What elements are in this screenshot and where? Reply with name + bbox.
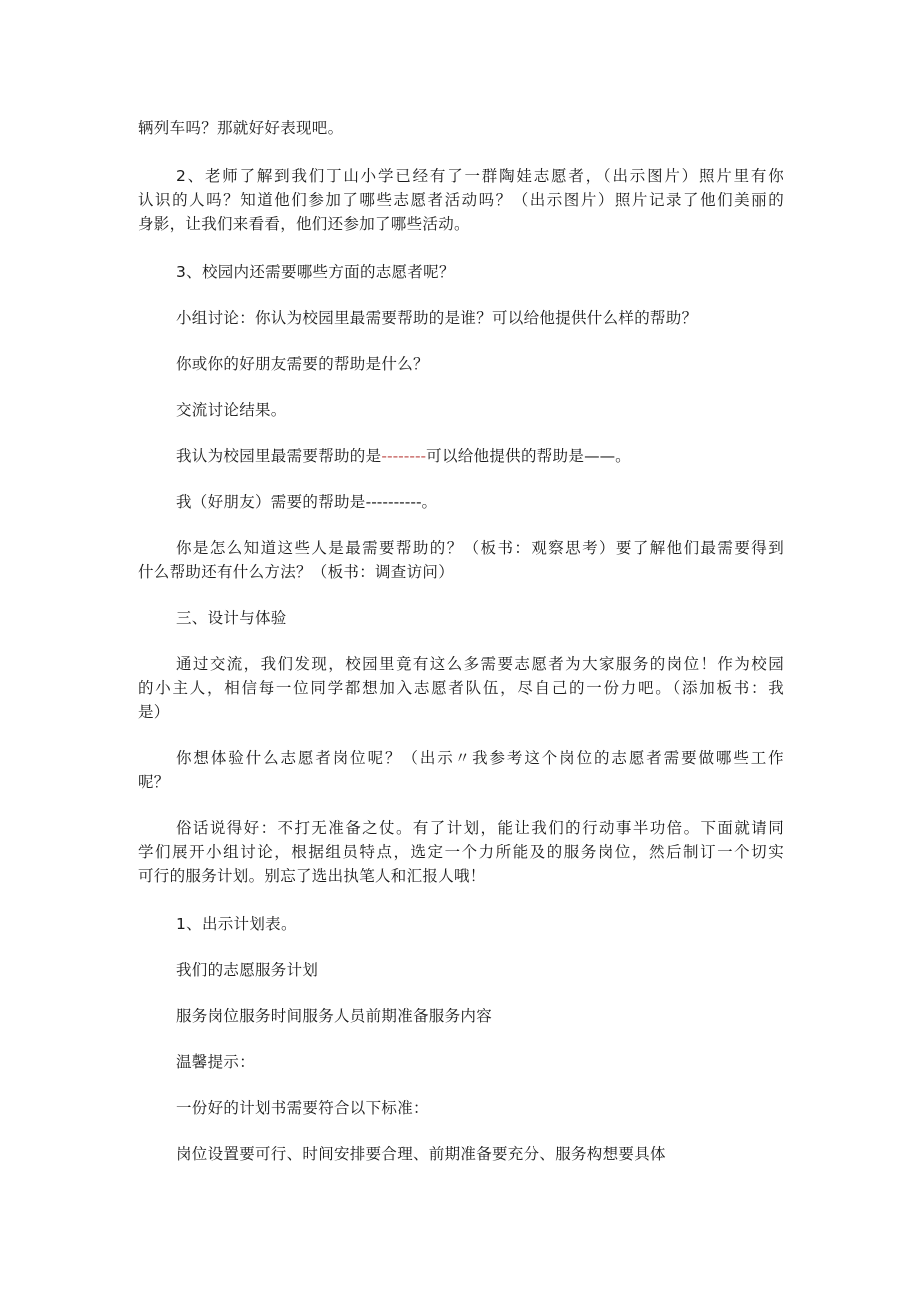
paragraph-line: 可行的服务计划。别忘了选出执笔人和汇报人哦！ (138, 867, 486, 885)
fill-in-suffix: 。 (615, 447, 631, 465)
paragraph-line: 你想体验什么志愿者岗位呢？（出示〃我参考这个岗位的志愿者需要做哪些工作 (176, 749, 784, 767)
paragraph-line: 通过交流，我们发现，校园里竟有这么多需要志愿者为大家服务的岗位！作为校园 (176, 655, 784, 673)
paragraph-line: 是） (138, 703, 170, 721)
fill-in-line (176, 446, 631, 466)
fill-in-suffix: 。 (421, 493, 438, 511)
fill-in-prefix: 我认为校园里最需要帮助的是 (176, 447, 382, 465)
paragraph-line: 3、校园内还需要哪些方面的志愿者呢？ (176, 263, 455, 281)
fill-in-line (176, 492, 437, 512)
paragraph-line: 身影，让我们来看看，他们还参加了哪些活动。 (138, 215, 470, 233)
paragraph-line: 2、老师了解到我们丁山小学已经有了一群陶娃志愿者，（出示图片）照片里有你 (176, 167, 784, 185)
paragraph-line: 认识的人吗？知道他们参加了哪些志愿者活动吗？（出示图片）照片记录了他们美丽的 (138, 191, 784, 209)
paragraph-line: 呢？ (138, 773, 170, 791)
tip-heading: 温馨提示： (176, 1053, 256, 1071)
paragraph-line: 岗位设置要可行、时间安排要合理、前期准备要充分、服务构想要具体 (176, 1145, 666, 1163)
fill-in-blank: —— (584, 447, 616, 465)
paragraph-line: 俗话说得好：不打无准备之仗。有了计划，能让我们的行动事半功倍。下面就请同 (176, 819, 784, 837)
paragraph-line: 学们展开小组讨论，根据组员特点，选定一个力所能及的服务岗位，然后制订一个切实 (138, 843, 784, 861)
fill-in-middle: 可以给他提供的帮助是 (426, 447, 585, 465)
paragraph-line: 什么帮助还有什么方法？（板书：调查访问） (138, 563, 455, 581)
paragraph-line: 的小主人，相信每一位同学都想加入志愿者队伍，尽自己的一份力吧。（添加板书：我 (138, 679, 784, 697)
paragraph-line: 你是怎么知道这些人是最需要帮助的？（板书：观察思考）要了解他们最需要得到 (176, 539, 784, 557)
paragraph-line: 交流讨论结果。 (176, 401, 287, 419)
fill-in-blank: ---------- (365, 493, 422, 511)
fill-in-blank: -------- (381, 447, 427, 465)
paragraph-line: 你或你的好朋友需要的帮助是什么？ (176, 355, 429, 373)
fill-in-prefix: 我（好朋友）需要的帮助是 (176, 493, 366, 511)
paragraph-line: 一份好的计划书需要符合以下标准： (176, 1099, 429, 1117)
section-heading: 三、设计与体验 (176, 609, 287, 627)
plan-title: 我们的志愿服务计划 (176, 961, 319, 979)
paragraph-line: 1、出示计划表。 (176, 915, 297, 933)
paragraph-line: 辆列车吗？那就好好表现吧。 (138, 119, 344, 137)
paragraph-line: 小组讨论：你认为校园里最需要帮助的是谁？可以给他提供什么样的帮助？ (176, 309, 698, 327)
plan-table-header: 服务岗位服务时间服务人员前期准备服务内容 (176, 1007, 493, 1025)
